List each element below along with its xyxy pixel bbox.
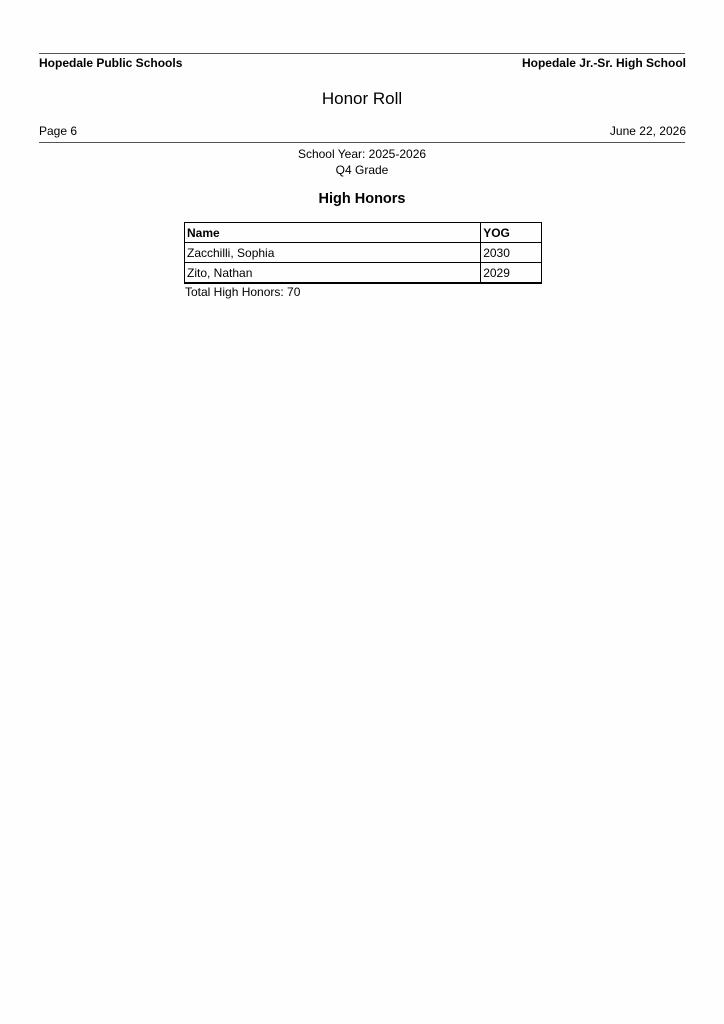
district-name: Hopedale Public Schools	[39, 56, 183, 70]
grade-period: Q4 Grade	[335, 163, 389, 177]
student-yog: 2030	[481, 243, 542, 263]
total-count: Total High Honors: 70	[185, 285, 301, 299]
page-number: Page 6	[39, 124, 78, 138]
column-header-yog: YOG	[481, 223, 542, 243]
student-yog: 2029	[481, 263, 542, 284]
header-bottom-rule	[39, 142, 685, 143]
student-name: Zacchilli, Sophia	[185, 243, 481, 263]
table-row	[185, 243, 542, 263]
section-title: High Honors	[318, 191, 406, 207]
report-date: June 22, 2026	[609, 124, 686, 138]
student-name: Zito, Nathan	[185, 263, 481, 284]
report-title: Honor Roll	[321, 89, 403, 108]
school-name: Hopedale Jr.-Sr. High School	[521, 56, 686, 70]
school-year: School Year: 2025-2026	[297, 147, 427, 161]
table-row	[185, 263, 542, 284]
honor-roll-table	[184, 222, 542, 284]
table-header-row	[185, 223, 542, 243]
column-header-name: Name	[185, 223, 481, 243]
header-top-rule	[39, 53, 685, 54]
